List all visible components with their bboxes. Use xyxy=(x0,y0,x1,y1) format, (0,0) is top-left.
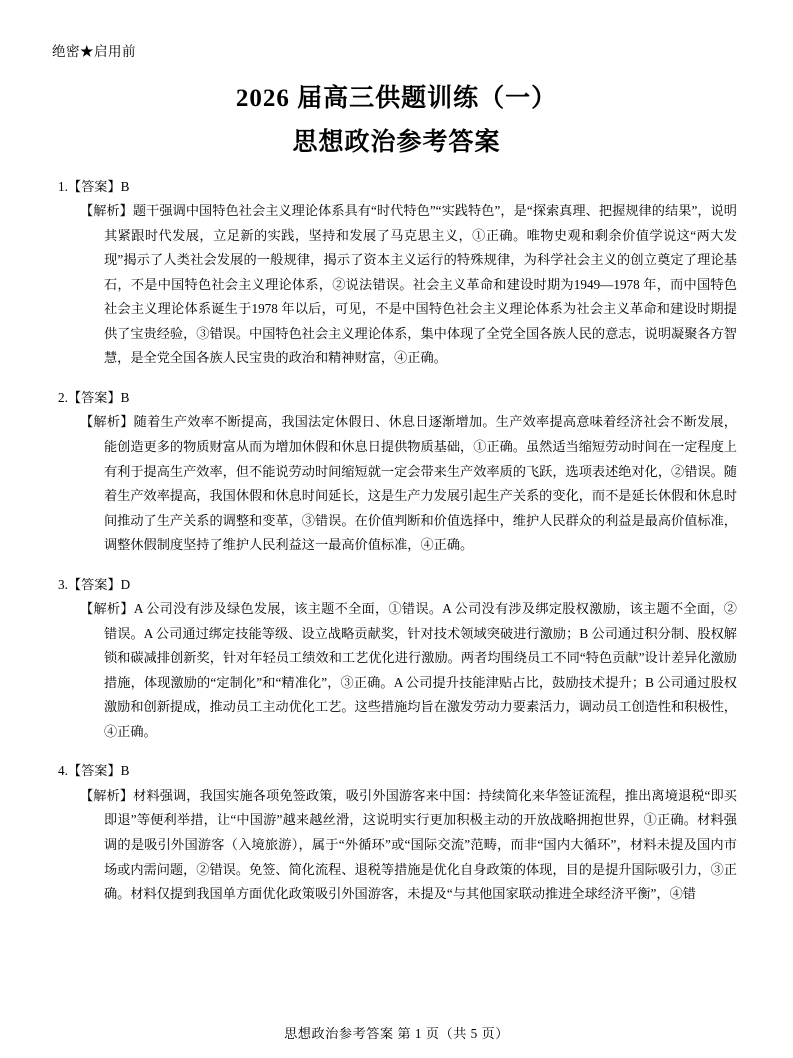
answer-label: 4.【答案】B xyxy=(58,763,130,779)
page-footer: 思想政治参考答案 第 1 页（共 5 页） xyxy=(284,1026,509,1041)
answer-label: 2.【答案】B xyxy=(58,389,130,405)
explanation-text: 【解析】A 公司没有涉及绿色发展，该主题不全面，①错误。A 公司没有涉及绑定股权激励，该主题不全面，②错误。A 公司通过绑定技能等级、设立战略贡献奖，针对技术领域突破进行激励；B 公司通过积分制、股权解锁和碳减排创新奖，针对年轻员工绩效和工艺优化进行激励。两者均围绕员工不同“特色贡献”设计差异化激励措施，体现激励的“定制化”和“精准化”，③正确。A 公司提升技能津贴占比，鼓励技术提升；B 公司通过股权激励和创新提成，推动员工主动优化工艺。这些措施均旨在激发劳动力要素活力，调动员工创造性和积极性，④正确。 xyxy=(80,601,737,739)
answer-label: 1.【答案】B xyxy=(58,178,130,194)
explanation-text: 【解析】随着生产效率不断提高，我国法定休假日、休息日逐渐增加。生产效率提高意味着经济社会不断发展，能创造更多的物质财富从而为增加休假和休息日提供物质基础，①正确。虽然适当缩短劳动时间在一定程度上有利于提高生产效率，但不能说劳动时间缩短就一定会带来生产效率质的飞跃，选项表述绝对化，②错误。随着生产效率提高，我国休假和休息时间延长，这是生产力发展引起生产关系的变化，而不是延长休假和休息时间推动了生产关系的调整和变革，③错误。在价值判断和价值选择中，维护人民群众的利益是最高价值标准，调整休假制度坚持了维护人民利益这一最高价值标准，④正确。 xyxy=(80,414,737,553)
explanation-text: 【解析】题干强调中国特色社会主义理论体系具有“时代特色”“实践特色”，是“探索真理、把握规律的结果”，说明其紧跟时代发展，立足新的实践，坚持和发展了马克思主义，①正确。唯物史观和剩余价值学说这“两大发现”揭示了人类社会发展的一般规律，揭示了资本主义运行的特殊规律，为科学社会主义的创立奠定了理论基石，不是中国特色社会主义理论体系，②说法错误。社会主义革命和建设时期为1949—1978 年，而中国特色社会主义理论体系诞生于1978 年以后，可见，不是中国特色社会主义理论体系为社会主义革命和建设时期提供了宝贵经验，③错误。中国特色社会主义理论体系，集中体现了全党全国各族人民的意志，说明凝聚各方智慧，是全党全国各族人民宝贵的政治和精神财富，④正确。 xyxy=(80,203,737,366)
secret-mark: 绝密★启用前 xyxy=(52,44,136,59)
qa-item xyxy=(56,575,737,745)
qa-item xyxy=(56,761,737,906)
page-title: 2026 届高三供题训练（一） xyxy=(235,85,558,113)
qa-item xyxy=(56,388,737,558)
page-subtitle: 思想政治参考答案 xyxy=(292,128,501,156)
explanation-text: 【解析】材料强调，我国实施各项免签政策，吸引外国游客来中国：持续简化来华签证流程，推出离境退税“即买即退”等便利举措，让“中国游”越来越丝滑，这说明实行更加积极主动的开放战略拥抱世界，①正确。材料强调的是吸引外国游客（入境旅游），属于“外循环”或“国际交流”范畴，而非“国内大循环”，材料未提及国内市场或内需问题，②错误。免签、简化流程、退税等措施是优化自身政策的体现，目的是提升国际吸引力，③正确。材料仅提到我国单方面优化政策吸引外国游客，未提及“与其他国家联动推进全球经济平衡”，④错 xyxy=(80,787,737,902)
answer-label: 3.【答案】D xyxy=(58,576,131,592)
qa-item xyxy=(56,177,737,371)
